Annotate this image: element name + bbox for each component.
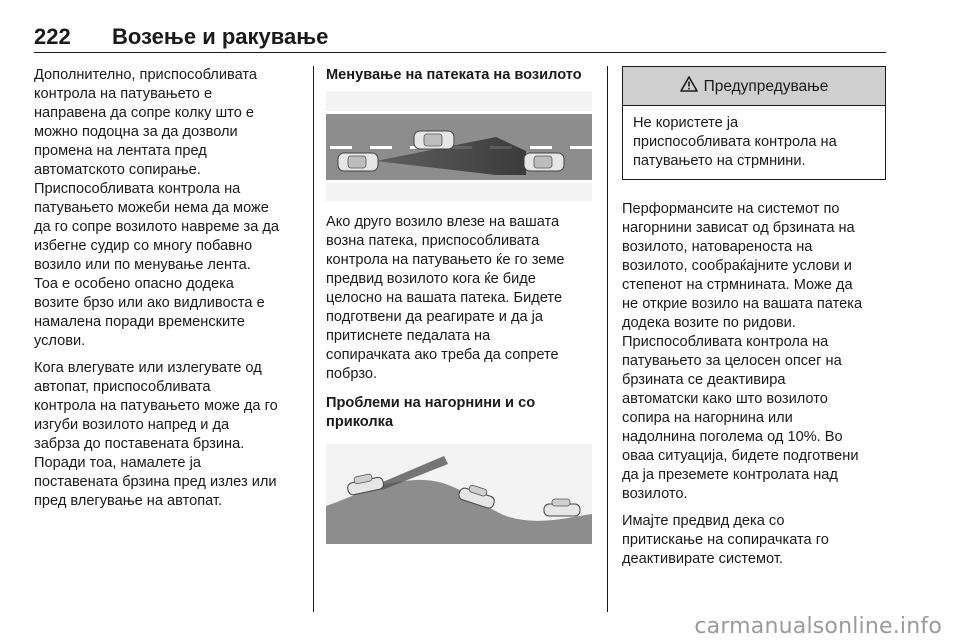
lane-change-illustration <box>326 91 592 201</box>
column-middle <box>326 66 594 556</box>
column-divider-2 <box>607 66 608 612</box>
paragraph-cruise-lane-change: Дополнително, приспособливата контрола на патувањето е направена да сопре колку што е можно подоцна за да дозволи промена на лентата пред автоматското сопирање. Приспособливата контрола на патувањето можеби нема да може да го сопре возилото навреме за да избегне судир со многу побавно возило или по менување лента. Тоа е особено опасно додека возите брзо или ако видливоста е намалена поради временските услови. <box>34 67 280 349</box>
column-left <box>34 66 302 519</box>
paragraph-lane-change: Ако друго возило влезе на вашата возна патека, приспособливата контрола на патувањето ќе го земе предвид возилото кога ќе биде целосно на вашата патека. Бидете подготвени да реагирате и да ја притиснете педалата на сопирачката ако треба да сопрете побрзо. <box>326 214 565 382</box>
car-cutting-in <box>414 131 454 149</box>
car-ahead <box>524 153 564 171</box>
section-heading-hills-trailer: Проблеми на нагорнини и со приколка <box>326 395 536 430</box>
warning-header <box>623 67 885 106</box>
paragraph-hill-performance: Перформансите на системот по нагорнини зависат од брзината на возилото, натовареноста на возилото, сообраќајните услови и степенот на стрмнината. Може да не открие возило на вашата патека додека возите по ридови. Приспособливата контрола на патувањето за целосен опсег на брзината се деактивира автоматски како што возилото сопира на нагорнина или надолнина поголема од 10%. Во оваа ситуација, бидете подготвени да ја преземете контролата над возилото. <box>622 201 863 502</box>
page-number: 222 <box>34 24 71 49</box>
paragraph-highway-exit: Кога влегувате или излегувате од автопат, приспособливата контрола на патувањето може да го изгуби возилото напред и да забрза до поставената брзина. Поради тоа, намалете ја поставената брзина пред излез или пред влегување на автопат. <box>34 360 278 509</box>
lane-change-drawing <box>326 91 592 201</box>
page-title: Возење и ракување <box>112 24 329 49</box>
warning-triangle-icon <box>680 76 698 97</box>
warning-text: Не користете ја приспособливата контрола на патувањето на стрмнини. <box>633 115 837 169</box>
warning-box <box>622 66 886 180</box>
hill-illustration <box>326 444 592 544</box>
paragraph-brake-deactivate: Имајте предвид дека со притискање на сопирачката го деактивирате системот. <box>622 513 829 567</box>
hill-drawing <box>326 444 592 544</box>
page-header <box>34 22 886 53</box>
section-heading-lane-change: Менување на патеката на возилото <box>326 67 582 83</box>
car-own <box>338 153 378 171</box>
warning-title: Предупредување <box>703 77 829 95</box>
watermark: carmanualsonline.info <box>694 614 942 639</box>
column-right <box>622 66 890 577</box>
column-divider-1 <box>313 66 314 612</box>
